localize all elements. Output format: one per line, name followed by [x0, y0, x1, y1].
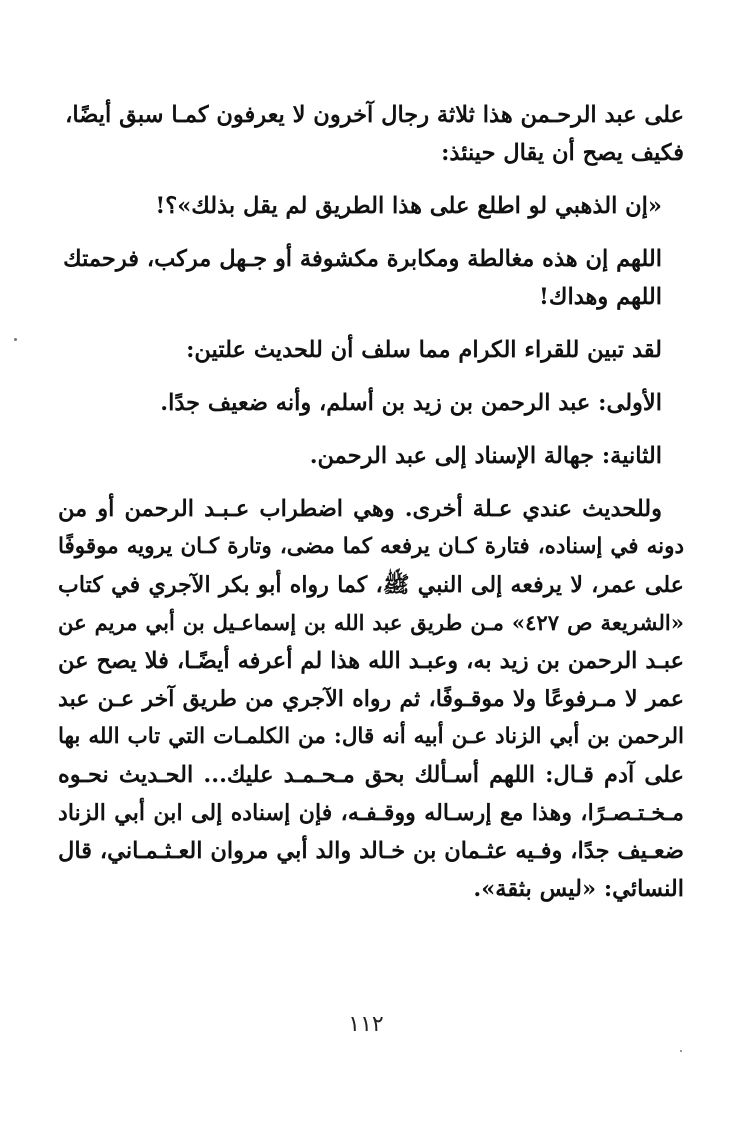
text-line: على عبد الرحـمن هذا ثلاثة رجال آخرون لا يعرفون كمـا سبق أيضًا،	[65, 102, 684, 128]
text-line: على عمر، لا يرفعه إلى النبي ﷺ، كما رواه أبو بكر الآجري في كتاب	[58, 572, 684, 598]
text-line: على آدم قـال: اللهم أسـألك بحق مـحـمـد عليك... الحـديث نحـوه	[58, 762, 684, 788]
paragraph	[58, 96, 684, 172]
scan-speck	[680, 1050, 682, 1052]
page-number: ١١٢	[348, 1012, 384, 1037]
text-line: «إن الذهبي لو اطلع على هذا الطريق لم يقل بذلك»؟!	[155, 193, 662, 219]
paragraph	[58, 437, 684, 475]
quote-paragraph	[58, 187, 684, 225]
text-line: مـخـتـصـرًا، وهذا مع إرسـاله ووقـفـه، فإن إسناده إلى ابن أبي الزناد	[58, 800, 684, 826]
text-line: عمر لا مـرفوعًا ولا موقـوفًا، ثم رواه الآجري من طريق آخر عـن عبد	[58, 686, 684, 712]
text-line: الأولى: عبد الرحمن بن زيد بن أسلم، وأنه ضعيف جدًا.	[160, 390, 662, 416]
scan-speck	[14, 338, 17, 341]
text-line: اللهم إن هذه مغالطة ومكابرة مكشوفة أو جـهل مركب، فرحمتك	[63, 246, 662, 272]
text-line: الرحمن بن أبي الزناد عـن أبيه أنه قال: من الكلمـات التي تاب الله بها	[58, 724, 684, 749]
text-line: «الشريعة ص ٤٢٧» مـن طريق عبد الله بن إسماعـيل بن أبي مريم عن	[58, 610, 684, 635]
page-body	[58, 96, 684, 923]
text-line: عبـد الرحمن بن زيد به، وعبـد الله هذا لم أعرفه أيضًـا، فلا يصح عن	[58, 648, 684, 674]
text-line: فكيف يصح أن يقال حينئذ:	[441, 140, 684, 166]
text-line: اللهم وهداك!	[539, 284, 662, 310]
paragraph	[58, 331, 684, 369]
text-line: النسائي: «ليس بثقة».	[473, 876, 684, 902]
text-line: دونه في إسناده، فتارة كـان يرفعه كما مضى، وتارة كـان يرويه موقوفًا	[58, 534, 684, 559]
text-line: لقد تبين للقراء الكرام مما سلف أن للحديث علتين:	[186, 337, 662, 363]
paragraph	[58, 384, 684, 422]
text-line: وللحديث عندي عـلة أخرى. وهي اضطراب عـبـد الرحمن أو من	[58, 496, 662, 522]
paragraph	[58, 240, 684, 316]
paragraph	[58, 490, 684, 908]
text-line: الثانية: جهالة الإسناد إلى عبد الرحمن.	[309, 443, 662, 469]
text-line: ضعـيف جدًا، وفـيه عثـمان بن خـالد والد أبي مروان العـثـمـاني، قال	[58, 838, 684, 864]
